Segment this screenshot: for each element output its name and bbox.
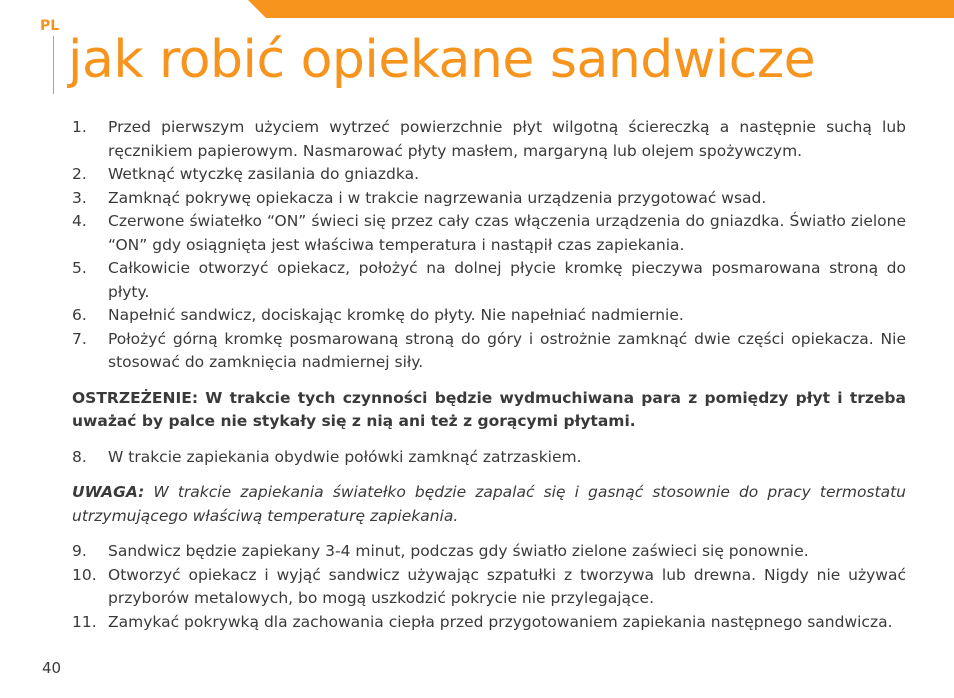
step-text: Wetknąć wtyczkę zasilania do gniazdka.: [108, 165, 419, 183]
title-rule: [53, 36, 54, 94]
list-item: [72, 163, 906, 187]
step-text: Zamknąć pokrywę opiekacza i w trakcie nagrzewania urządzenia przygotować wsad.: [108, 188, 767, 207]
step-number: 2.: [72, 165, 87, 183]
step-number: 3.: [72, 188, 87, 207]
steps-list-b: [72, 446, 906, 470]
step-text: Przed pierwszym użyciem wytrzeć powierzchnie płyt wilgotną ściereczką a następnie suchą lub ręcznikiem papierowym. Nasmarować płyty masłem, margaryną lub olejem spożywczym.: [108, 118, 906, 160]
page-title: jak robić opiekane sandwicze: [68, 30, 816, 90]
list-item: [72, 187, 906, 211]
note-text: W trakcie zapiekania światełko będzie zapalać się i gasnąć stosownie do pracy termostatu utrzymującego właściwą temperaturę zapiekania.: [72, 483, 906, 525]
list-item: [72, 116, 906, 163]
note-paragraph: [72, 481, 906, 528]
warning-paragraph: OSTRZEŻENIE: W trakcie tych czynności będzie wydmuchiwana para z pomiędzy płyt i trzeba uważać by palce nie stykały się z nią ani też z gorącymi płytami.: [72, 388, 906, 430]
step-text: Zamykać pokrywką dla zachowania ciepła przed przygotowaniem zapiekania następnego sandwicza.: [108, 612, 893, 631]
step-number: 10.: [72, 565, 97, 584]
step-text: Czerwone światełko “ON” świeci się przez cały czas włączenia urządzenia do gniazdka. Światło zielone “ON” gdy osiągnięta jest właściwa temperatura i nastąpił czas zapiekania.: [108, 212, 906, 254]
step-number: 11.: [72, 612, 97, 631]
step-number: 1.: [72, 118, 87, 136]
step-text: Całkowicie otworzyć opiekacz, położyć na dolnej płycie kromkę pieczywa posmarowana stroną do płyty.: [108, 259, 906, 301]
step-text: Otworzyć opiekacz i wyjąć sandwicz używając szpatułki z tworzywa lub drewna. Nigdy nie używać przyborów metalowych, bo mogą uszkodzić pokrycie nie przylegające.: [108, 565, 906, 607]
step-text: Napełnić sandwicz, dociskając kromkę do płyty. Nie napełniać nadmiernie.: [108, 306, 684, 324]
header-accent-bar: [248, 0, 954, 18]
list-item: [72, 611, 906, 635]
step-number: 9.: [72, 542, 87, 560]
steps-list-c: [72, 540, 906, 634]
language-label: PL: [40, 18, 60, 34]
list-item: [72, 210, 906, 257]
step-number: 8.: [72, 447, 87, 466]
step-number: 6.: [72, 306, 87, 324]
step-text: Sandwicz będzie zapiekany 3-4 minut, podczas gdy światło zielone zaświeci się ponownie.: [108, 542, 809, 560]
list-item: [72, 564, 906, 611]
steps-list-a: [72, 116, 906, 375]
list-item: [72, 446, 906, 470]
step-number: 7.: [72, 329, 87, 348]
list-item: [72, 257, 906, 304]
step-number: 4.: [72, 212, 87, 230]
step-text: W trakcie zapiekania obydwie połówki zamknąć zatrzaskiem.: [108, 447, 582, 466]
note-label: UWAGA:: [72, 483, 145, 501]
step-text: Położyć górną kromkę posmarowaną stroną do góry i ostrożnie zamknąć dwie części opiekacza. Nie stosować do zamknięcia nadmiernej siły.: [108, 329, 906, 371]
list-item: [72, 540, 906, 564]
page-number: 40: [42, 659, 62, 677]
list-item: [72, 304, 906, 328]
list-item: [72, 328, 906, 375]
instructions-body: [72, 116, 906, 634]
step-number: 5.: [72, 259, 87, 277]
